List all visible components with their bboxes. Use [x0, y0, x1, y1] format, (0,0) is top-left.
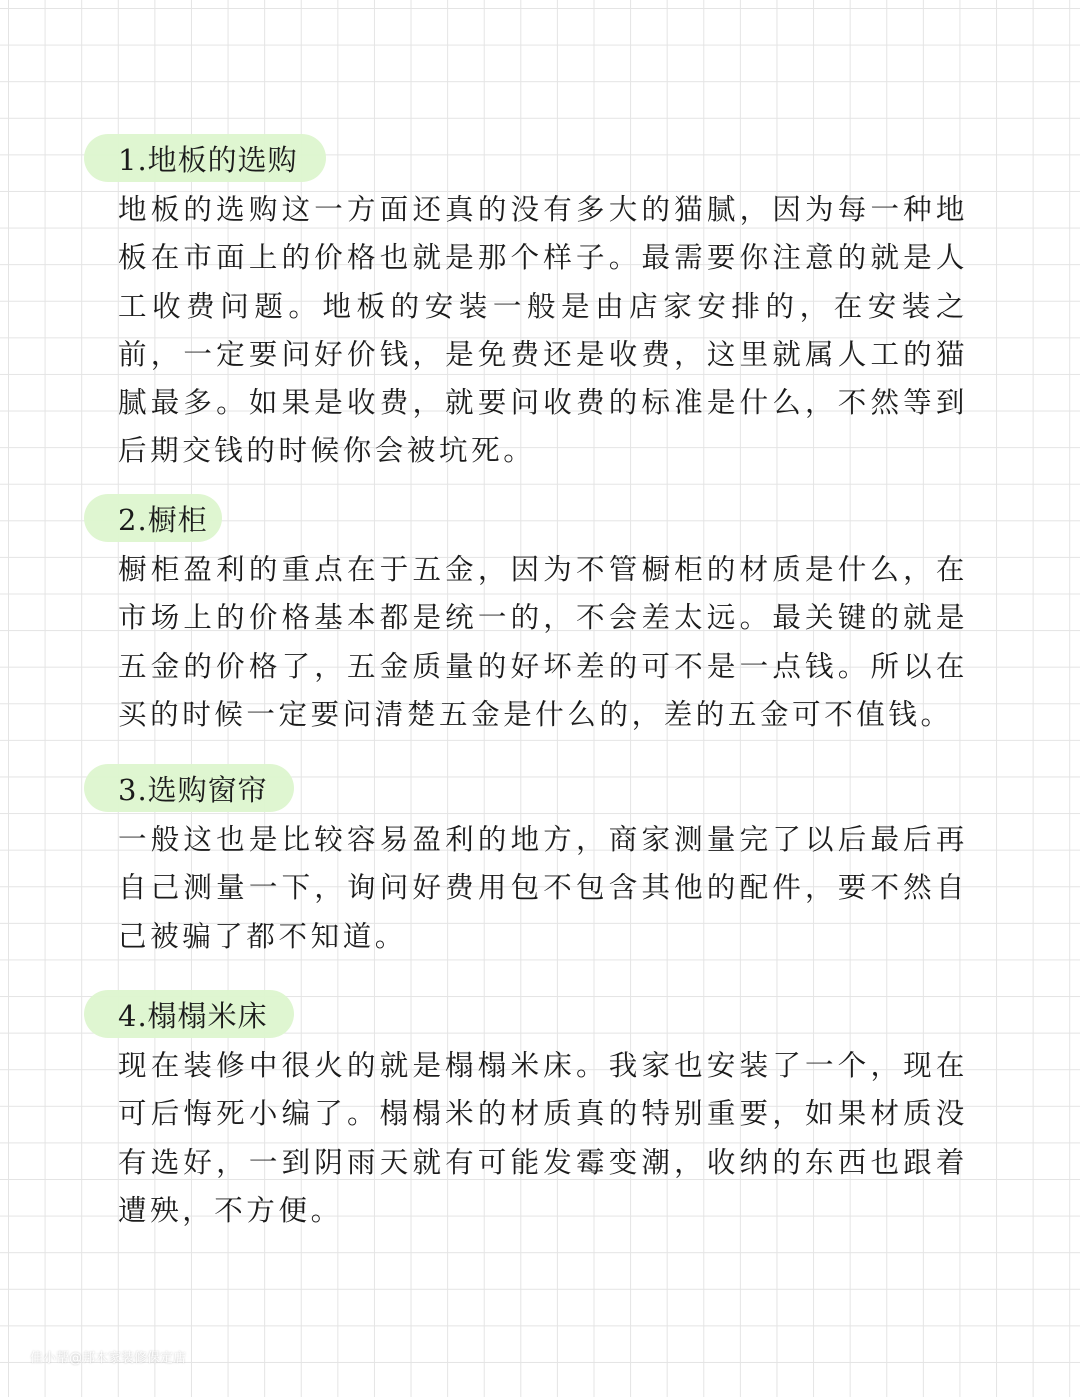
- section-curtains: [118, 768, 968, 961]
- section-heading-wrap: [118, 498, 968, 542]
- section-body: 一般这也是比较容易盈利的地方，商家测量完了以后最后再自己测量一下，询问好费用包不包含其他的配件，要不然自己被骗了都不知道。: [118, 823, 968, 953]
- section-body: 现在装修中很火的就是榻榻米床。我家也安装了一个，现在可后悔死小编了。榻榻米的材质真的特别重要，如果材质没有选好，一到阴雨天就有可能发霉变潮，收纳的东西也跟着遭殃，不方便。: [118, 1049, 968, 1227]
- section-cabinets: [118, 498, 968, 739]
- section-heading-wrap: [118, 768, 968, 812]
- section-tatami-bed: [118, 994, 968, 1235]
- watermark: 佳小帮@邦木家装修保定店: [30, 1351, 187, 1366]
- section-heading: 3.选购窗帘: [118, 773, 268, 807]
- section-flooring: [118, 138, 968, 476]
- section-heading: 4.榻榻米床: [118, 999, 268, 1033]
- section-heading-wrap: [118, 994, 968, 1038]
- section-heading-wrap: [118, 138, 968, 182]
- section-body: 橱柜盈利的重点在于五金，因为不管橱柜的材质是什么，在市场上的价格基本都是统一的，不会差太远。最关键的就是五金的价格了，五金质量的好坏差的可不是一点钱。所以在买的时候一定要问清楚五金是什么的，差的五金可不值钱。: [118, 553, 968, 731]
- section-body: 地板的选购这一方面还真的没有多大的猫腻，因为每一种地板在市面上的价格也就是那个样子。最需要你注意的就是人工收费问题。地板的安装一般是由店家安排的，在安装之前，一定要问好价钱，是免费还是收费，这里就属人工的猫腻最多。如果是收费，就要问收费的标准是什么，不然等到后期交钱的时候你会被坑死。: [118, 193, 968, 468]
- section-heading: 1.地板的选购: [118, 143, 298, 177]
- section-heading: 2.橱柜: [118, 503, 208, 537]
